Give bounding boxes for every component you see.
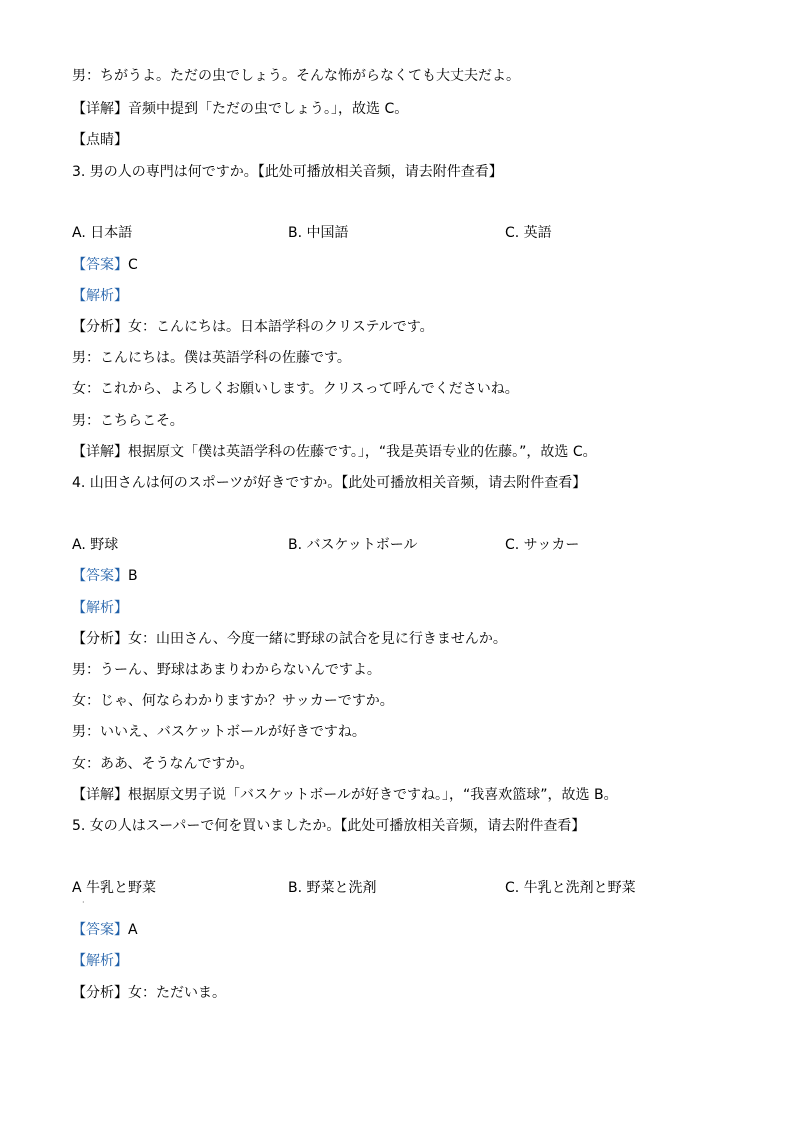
answer-value: B [128, 568, 138, 584]
q4-body-line: 男：いいえ、バスケットボールが好きですね。 [72, 724, 366, 740]
q4-body-line: 女：ああ、そうなんですか。 [72, 756, 254, 772]
q3-analysis-tag: 【解析】 [72, 288, 128, 304]
q3-body-line: 【分析】女：こんにちは。日本語学科のクリステルです。 [72, 319, 434, 335]
q4-analysis-tag: 【解析】 [72, 600, 128, 616]
q4-body-line: 男：うーん、野球はあまりわからないんですよ。 [72, 662, 381, 678]
answer-tag: 【答案】 [72, 257, 128, 273]
detail-line: 【详解】音频中提到「ただの虫でしょう。」，故选 C。 [72, 101, 409, 117]
q5-answer [72, 921, 138, 939]
q3-answer [72, 256, 138, 274]
q3-option-a: A. 日本語 [72, 225, 133, 241]
q3-body-line: 男：こちらこそ。 [72, 413, 184, 429]
q4-answer [72, 567, 138, 585]
q3-option-b: B. 中国語 [288, 225, 349, 241]
q4-body-line: 【分析】女：山田さん、今度一緒に野球の試合を見に行きませんか。 [72, 631, 507, 647]
stray-dot: · [82, 898, 85, 907]
key-point-heading: 【点睛】 [72, 132, 128, 148]
answer-value: A [128, 922, 138, 938]
q3-detail-line: 【详解】根据原文「僕は英語学科の佐藤です。」，“我是英语专业的佐藤。”，故选 C。 [72, 444, 597, 460]
q5-option-a: A 牛乳と野菜 [72, 880, 157, 896]
question-5: 5. 女の人はスーパーで何を買いましたか。【此处可播放相关音频，请去附件查看】 [72, 818, 586, 834]
q4-option-a: A. 野球 [72, 537, 119, 553]
q5-option-b: B. 野菜と洗剤 [288, 880, 377, 896]
q4-option-c: C. サッカー [505, 537, 580, 553]
q3-body-line: 男：こんにちは。僕は英語学科の佐藤です。 [72, 350, 351, 366]
q4-option-b: B. バスケットボール [288, 537, 418, 553]
answer-value: C [128, 257, 138, 273]
dialogue-line: 男：ちがうよ。ただの虫でしょう。そんな怖がらなくても大丈夫だよ。 [72, 68, 520, 84]
question-3: 3. 男の人の専門は何ですか。【此处可播放相关音频，请去附件查看】 [72, 164, 503, 180]
q4-body-line: 女：じゃ、何ならわかりますか？サッカーですか。 [72, 693, 394, 709]
answer-tag: 【答案】 [72, 922, 128, 938]
q3-body-line: 女：これから、よろしくお願いします。クリスって呼んでくださいね。 [72, 381, 519, 397]
q4-detail-line: 【详解】根据原文男子说「バスケットボールが好きですね。」，“我喜欢篮球”，故选 B。 [72, 787, 618, 803]
question-4: 4. 山田さんは何のスポーツが好きですか。【此处可播放相关音频，请去附件查看】 [72, 475, 587, 491]
q3-option-c: C. 英語 [505, 225, 552, 241]
q5-body-line: 【分析】女：ただいま。 [72, 985, 226, 1001]
q5-option-c: C. 牛乳と洗剤と野菜 [505, 880, 636, 896]
answer-tag: 【答案】 [72, 568, 128, 584]
q5-analysis-tag: 【解析】 [72, 953, 128, 969]
